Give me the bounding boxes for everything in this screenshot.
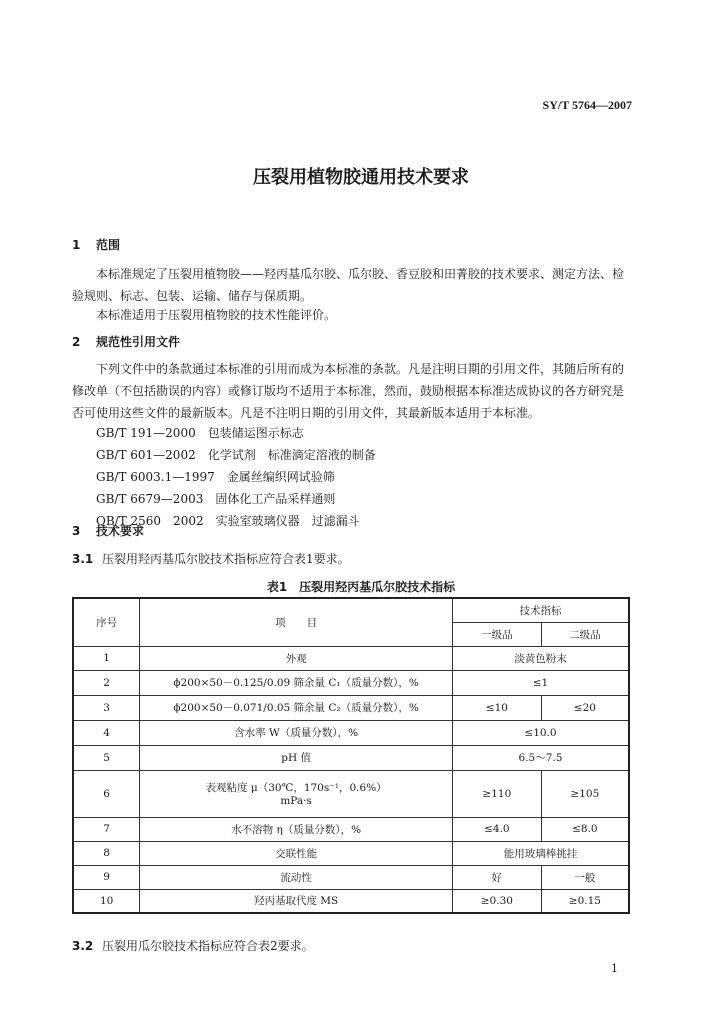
section-number: 3 [72,524,81,538]
section-number: 1 [72,238,81,252]
row-item: pH 值 [140,745,453,770]
row-seq: 7 [73,817,140,841]
page-number: 1 [611,962,618,975]
row-value: ≤10.0 [452,720,629,745]
row-value-grade-2: ≥105 [541,770,629,817]
section-title: 规范性引用文件 [96,335,181,349]
row-value-grade-1: ≤4.0 [452,817,541,841]
reference-item: QB/T 2560 2002 实验室玻璃仪器 过滤漏斗 [96,514,360,528]
row-item: 外观 [140,646,453,670]
row-value: ≤1 [452,670,629,695]
table-row [73,889,629,913]
row-value: 淡黄色粉末 [452,646,629,670]
row-seq: 6 [73,770,140,817]
row-value-grade-2: ≤20 [541,695,629,720]
row-seq: 5 [73,745,140,770]
row-seq: 10 [73,889,140,913]
table-row [73,841,629,865]
header-grade-2: 二级品 [541,622,629,646]
clause-3-1 [72,550,350,567]
row-value-grade-1: 好 [452,865,541,889]
clause-number: 3.1 [72,552,94,566]
row-value: 6.5～7.5 [452,745,629,770]
reference-item: GB/T 6679—2003 固体化工产品采样通则 [96,492,336,506]
clause-text: 压裂用羟丙基瓜尔胶技术指标应符合表1要求。 [102,552,350,566]
row-seq: 4 [73,720,140,745]
section-2-paragraph: 下列文件中的条款通过本标准的引用而成为本标准的条款。凡是注明日期的引用文件，其随后所有的修改单（不包括勘误的内容）或修订版均不适用于本标准，然而，鼓励根据本标准达成协议的各方研究是否可使用这些文件的最新版本。凡是不注明日期的引用文件，其最新版本适用于本标准。 [72,362,625,420]
row-value-grade-2: 一般 [541,865,629,889]
row-value-grade-1: ≥110 [452,770,541,817]
table-row [73,646,629,670]
document-title: 压裂用植物胶通用技术要求 [253,167,469,188]
clause-text: 压裂用瓜尔胶技术指标应符合表2要求。 [102,939,314,953]
section-title: 技术要求 [96,524,145,538]
table-1-caption: 表1 压裂用羟丙基瓜尔胶技术指标 [266,580,456,594]
row-seq: 1 [73,646,140,670]
table-header-row [73,598,629,622]
row-value-grade-2: ≥0.15 [541,889,629,913]
table-row [73,770,629,817]
header-item: 项 目 [140,598,453,646]
section-2-heading [72,333,180,350]
section-3-heading [72,522,144,539]
row-item: ϕ200×50－0.071/0.05 筛余量 C₂（质量分数），% [140,695,453,720]
header-spec: 技术指标 [452,598,629,622]
clause-number: 3.2 [72,939,94,953]
row-value-grade-1: ≤10 [452,695,541,720]
section-1-paragraph-1: 本标准规定了压裂用植物胶——羟丙基瓜尔胶、瓜尔胶、香豆胶和田菁胶的技术要求、测定方法、检验规则、标志、包装、运输、储存与保质期。 [72,267,625,303]
table-row [73,817,629,841]
reference-item: GB/T 601—2002 化学试剂 标准滴定溶液的制备 [96,448,376,462]
table-row [73,745,629,770]
table-row [73,720,629,745]
row-item [140,770,453,817]
row-seq: 2 [73,670,140,695]
header-seq: 序号 [73,598,140,646]
row-item: ϕ200×50－0.125/0.09 筛余量 C₁（质量分数），% [140,670,453,695]
section-number: 2 [72,335,81,349]
row-value-grade-1: ≥0.30 [452,889,541,913]
reference-item: GB/T 191—2000 包装储运图示标志 [96,426,304,440]
section-1-paragraph-2: 本标准适用于压裂用植物胶的技术性能评价。 [96,308,337,322]
row-value-grade-2: ≤8.0 [541,817,629,841]
table-row [73,695,629,720]
row-item: 含水率 W（质量分数），% [140,720,453,745]
row-seq: 9 [73,865,140,889]
row-item: 羟丙基取代度 MS [140,889,453,913]
row-item: 流动性 [140,865,453,889]
clause-3-2 [72,937,314,954]
row-item: 水不溶物 η（质量分数），% [140,817,453,841]
table-1 [72,597,630,914]
row-seq: 3 [73,695,140,720]
row-item-line-1: 表观粘度 μ（30℃，170s⁻¹，0.6%） [205,782,387,794]
section-1-heading [72,236,120,253]
row-item-line-2: mPa·s [280,795,312,807]
row-item: 交联性能 [140,841,453,865]
table-row [73,670,629,695]
standard-number: SY/T 5764—2007 [542,98,632,112]
row-value: 能用玻璃棒挑挂 [452,841,629,865]
header-grade-1: 一级品 [452,622,541,646]
table-row [73,865,629,889]
section-title: 范围 [96,238,121,252]
reference-item: GB/T 6003.1—1997 金属丝编织网试验筛 [96,470,335,484]
row-seq: 8 [73,841,140,865]
